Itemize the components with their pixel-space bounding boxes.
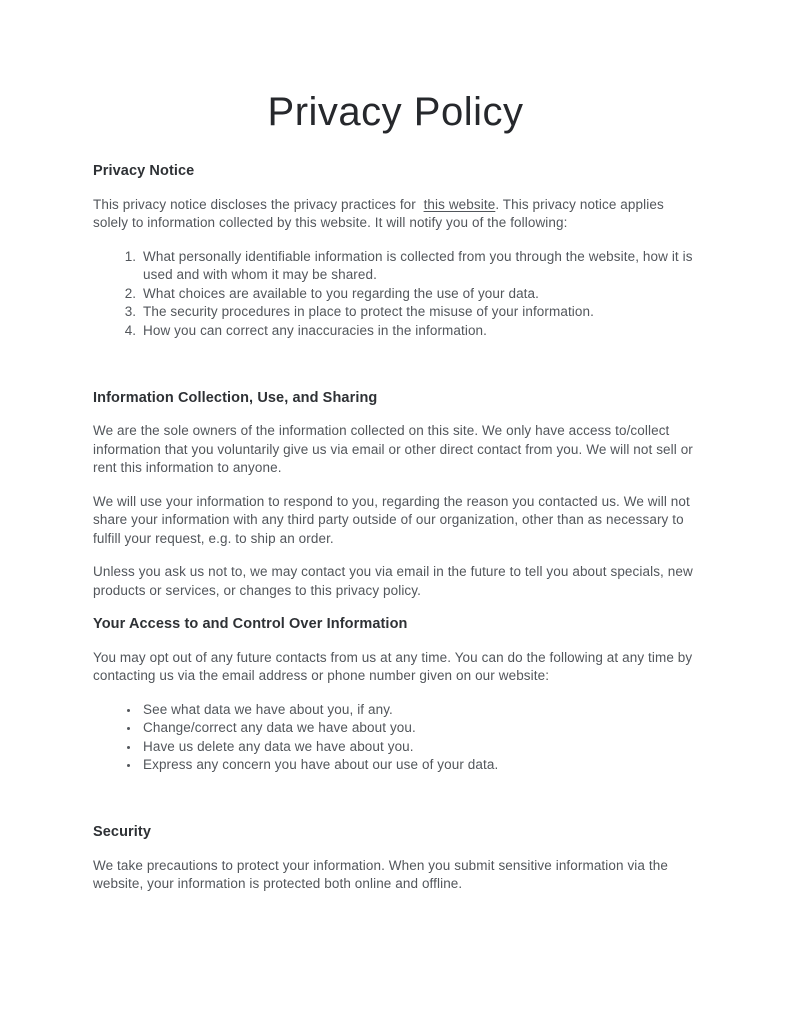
- list-item: • Express any concern you have about our use of your data.: [140, 756, 698, 775]
- page-title: Privacy Policy: [267, 90, 524, 134]
- section-heading-information-collection: Information Collection, Use, and Sharing: [93, 389, 378, 406]
- list-item: • Change/correct any data we have about you.: [140, 719, 698, 738]
- paragraph-information-collection-2: We will use your information to respond to you, regarding the reason you contacted us. We will not share your information with any third party outside of our organization, other than as necessary to fulfill your request, e.g. to ship an order.: [93, 493, 690, 546]
- intro-text-before-link: This privacy notice discloses the privacy practices for: [93, 196, 424, 212]
- list-item: 3. The security procedures in place to protect the misuse of your information.: [140, 303, 698, 322]
- paragraph-access-control-intro: You may opt out of any future contacts from us at any time. You can do the following at any time by contacting us via the email address or phone number given on our website:: [93, 649, 693, 683]
- list-item: 2. What choices are available to you regarding the use of your data.: [140, 285, 698, 304]
- access-control-bullet-list: [93, 701, 698, 775]
- paragraph-information-collection-3: Unless you ask us not to, we may contact you via email in the future to tell you about specials, new products or services, or changes to this privacy policy.: [93, 564, 693, 598]
- section-heading-security: Security: [93, 824, 152, 840]
- list-item: • See what data we have about you, if any.: [140, 701, 698, 720]
- privacy-notice-numbered-list: [93, 248, 698, 341]
- section-heading-privacy-notice: Privacy Notice: [93, 163, 195, 179]
- section-heading-access-control: Your Access to and Control Over Information: [93, 616, 408, 632]
- intro-text-after-link: . This privacy notice applies solely to information collected by this website. It will notify you of the following:: [93, 196, 664, 230]
- this-website-link[interactable]: this website: [423, 196, 496, 212]
- paragraph-security: We take precautions to protect your information. When you submit sensitive information via the website, your information is protected both online and offline.: [93, 857, 668, 891]
- list-item: 1. What personally identifiable information is collected from you through the website, how it is used and with whom it may be shared.: [140, 248, 698, 285]
- empty-line: [93, 355, 698, 374]
- list-item: • Have us delete any data we have about you.: [140, 738, 698, 757]
- paragraph-information-collection-1: We are the sole owners of the information collected on this site. We only have access to/collect information that you voluntarily give us via email or other direct contact from you. We will not sell or rent this information to anyone.: [93, 423, 693, 475]
- empty-line: [93, 790, 698, 809]
- paragraph-privacy-notice-intro: [93, 196, 698, 233]
- list-item: 4. How you can correct any inaccuracies in the information.: [140, 322, 698, 341]
